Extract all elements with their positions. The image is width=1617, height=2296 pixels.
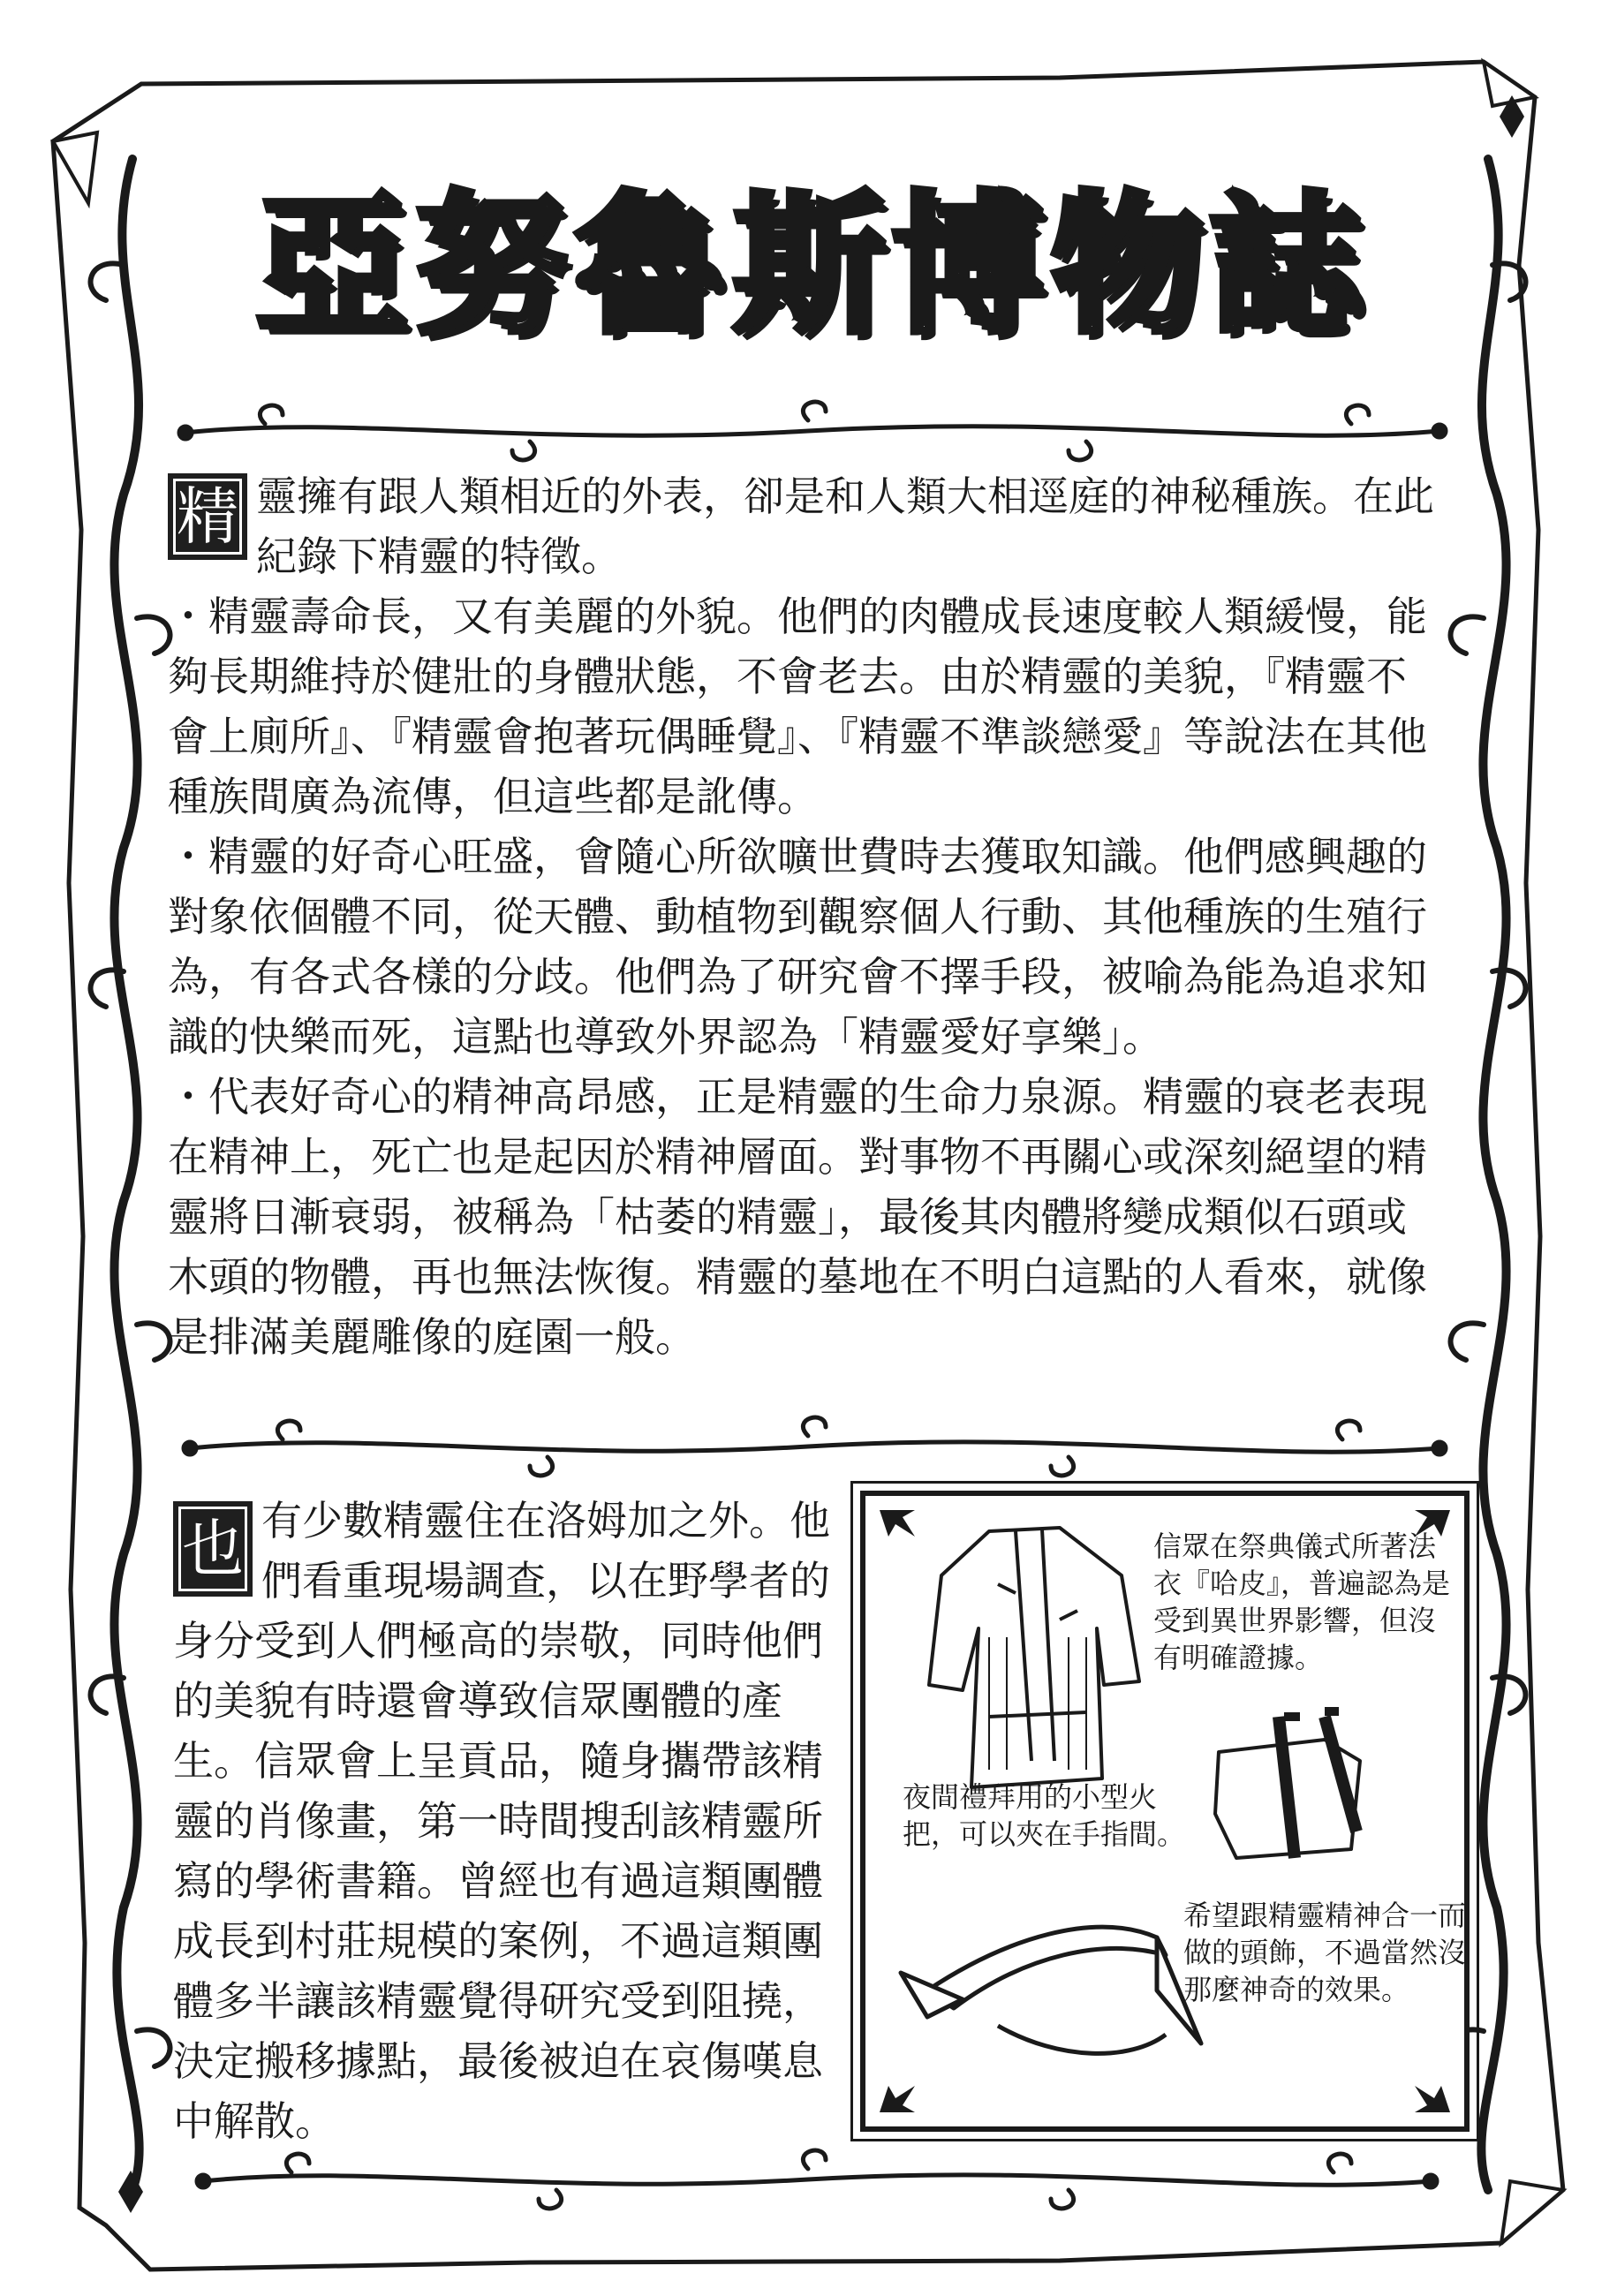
- point-spirit: ・代表好奇心的精神高昂感，正是精靈的生命力泉源。精靈的衰老表現在精神上，死亡也是起因於精神層面。對事物不再關心或深刻絕望的精靈將日漸衰弱，被稱為「枯萎的精靈」，最後其肉體將變成類似石頭或木頭的物體，再也無法恢復。精靈的墓地在不明白這點的人看來，就像是排滿美麗雕像的庭園一般。: [168, 1073, 1427, 1361]
- point-lifespan: ・精靈壽命長，又有美麗的外貌。他們的肉體成長速度較人類緩慢，能夠長期維持於健壯的身體狀態，不會老去。由於精靈的美貌，『精靈不會上廁所』、『精靈會抱著玩偶睡覺』、『精靈不準談戀愛』等說法在其他種族間廣為流傳，但這些都是訛傳。: [168, 593, 1427, 820]
- intro-paragraph: 靈擁有跟人類相近的外表，卻是和人類大相逕庭的神秘種族。在此紀錄下精靈的特徵。: [256, 472, 1434, 580]
- caption-robe: 信眾在祭典儀式所著法衣『哈皮』，普遍認為是受到異世界影響，但沒有明確證據。: [1153, 1529, 1451, 1674]
- caption-circlet: 希望跟精靈精神合一而做的頭飾，不過當然沒那麼神奇的效果。: [1183, 1899, 1467, 2006]
- point-curiosity: ・精靈的好奇心旺盛，會隨心所欲曠世費時去獲取知識。他們感興趣的對象依個體不同，從天體、動植物到觀察個人行動、其他種族的生殖行為，有各式各樣的分歧。他們為了研究會不擇手段，被喻為能為追求知識的快樂而死，這點也導致外界認為「精靈愛好享樂」。: [168, 833, 1427, 1061]
- dropcap-jing: 精: [168, 473, 247, 560]
- section-elves-outside: [173, 1491, 846, 2151]
- outside-paragraph: 有少數精靈住在洛姆加之外。他們看重現場調查，以在野學者的身分受到人們極高的崇敬，同時他們的美貌有時還會導致信眾團體的產生。信眾會上呈貢品，隨身攜帶該精靈的肖像畫，第一時間搜刮該精靈所寫的學術書籍。曾經也有過這類團體成長到村莊規模的案例，不過這類團體多半讓該精靈覺得研究受到阻撓，決定搬移據點，最後被迫在哀傷嘆息中解散。: [173, 1497, 830, 2145]
- section-elf-traits: [168, 466, 1439, 1367]
- dropcap-ye: 也: [173, 1501, 253, 1597]
- caption-torch: 夜間禮拜用的小型火把，可以夾在手指間。: [903, 1780, 1186, 1851]
- circlet-illustration: [901, 1927, 1201, 2053]
- illustration-sidebar: [860, 1491, 1470, 2132]
- robe-illustration: [929, 1528, 1139, 1787]
- torch-illustration: [1215, 1711, 1360, 1858]
- page-title: 亞努魯斯博物誌: [256, 175, 1369, 354]
